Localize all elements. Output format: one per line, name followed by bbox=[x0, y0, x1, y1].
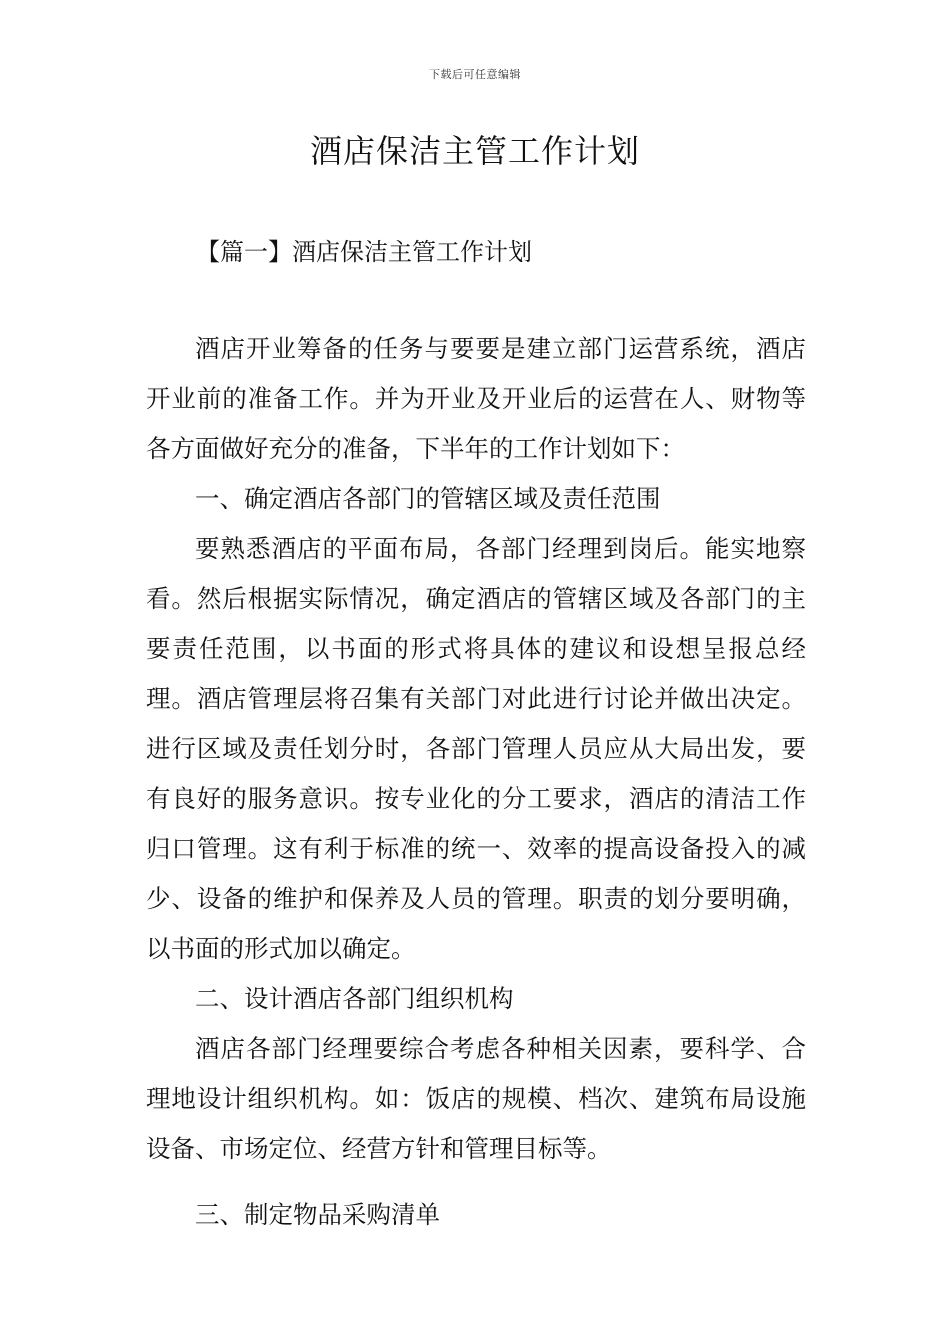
heading-item-3: 三、制定物品采购清单 bbox=[195, 1200, 440, 1229]
section-heading: 【篇一】酒店保洁主管工作计划 bbox=[196, 238, 532, 266]
body-text bbox=[146, 324, 806, 1240]
document-title: 酒店保洁主管工作计划 bbox=[309, 132, 640, 170]
heading-item-2: 二、设计酒店各部门组织机构 bbox=[195, 984, 514, 1013]
paragraph-item-2: 酒店各部门经理要综合考虑各种相关因素，要科学、合理地设计组织机构。如：饭店的规模、档次、建筑布局设施设备、市场定位、经营方针和管理目标等。 bbox=[146, 1034, 806, 1163]
paragraph-intro: 酒店开业筹备的任务与要要是建立部门运营系统，酒店开业前的准备工作。并为开业及开业后的运营在人、财物等各方面做好充分的准备，下半年的工作计划如下： bbox=[146, 334, 806, 463]
heading-item-1: 一、确定酒店各部门的管辖区域及责任范围 bbox=[195, 484, 661, 513]
paragraph-item-1: 要熟悉酒店的平面布局，各部门经理到岗后。能实地察看。然后根据实际情况，确定酒店的管辖区域及各部门的主要责任范围，以书面的形式将具体的建议和设想呈报总经理。酒店管理层将召集有关部门对此进行讨论并做出决定。进行区域及责任划分时，各部门管理人员应从大局出发，要有良好的服务意识。按专业化的分工要求，酒店的清洁工作归口管理。这有利于标准的统一、效率的提高设备投入的减少、设备的维护和保养及人员的管理。职责的划分要明确，以书面的形式加以确定。 bbox=[146, 534, 806, 963]
header-note: 下载后可任意编辑 bbox=[429, 68, 521, 81]
